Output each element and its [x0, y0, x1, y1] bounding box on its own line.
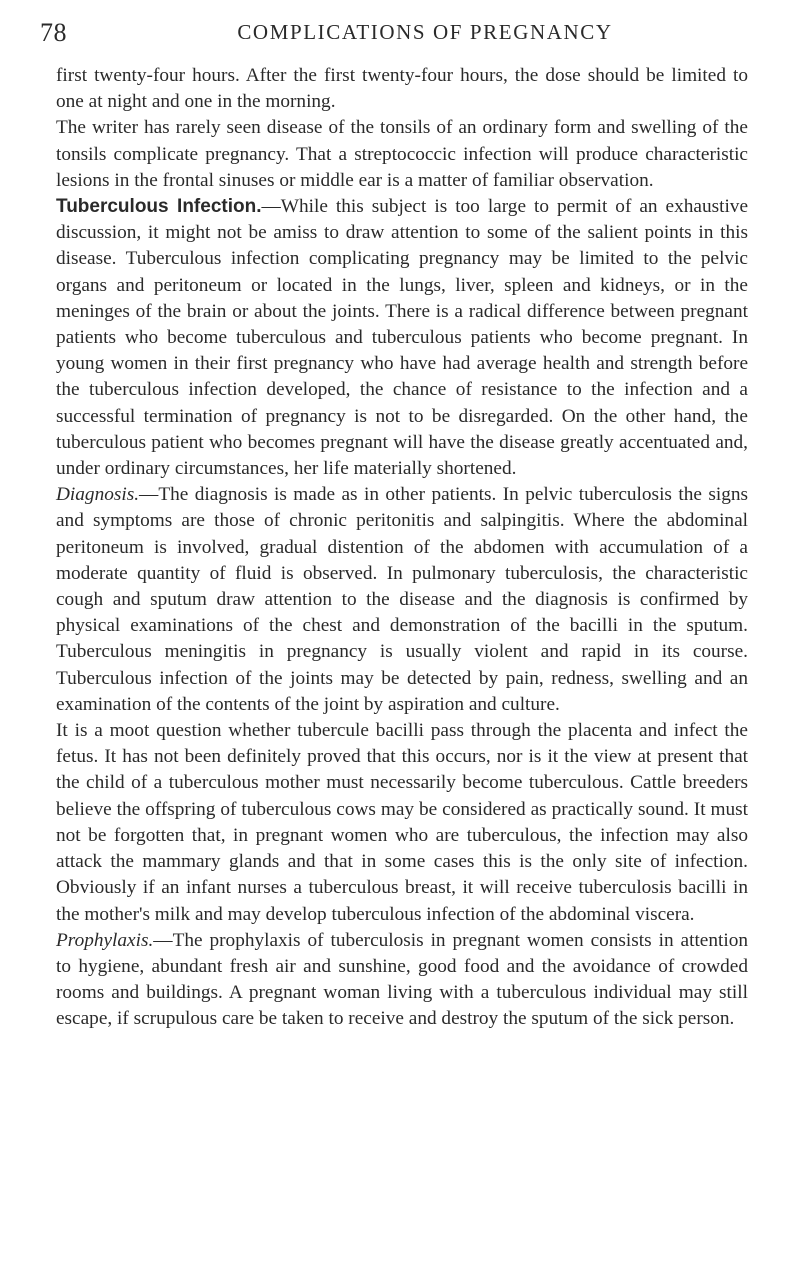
page-number: 78 — [40, 18, 67, 47]
subsection-heading-diagnosis: Diagnosis. — [56, 484, 140, 506]
paragraph-diagnosis — [56, 482, 748, 718]
running-title: COMPLICATIONS OF PREGNANCY — [237, 20, 613, 44]
paragraph-text: It is a moot question whether tubercule bacilli pass through the placenta and infect the fetus. It has not been definitely proved that this occurs, nor is it the view at present that the child of a tuberculous mother must necessarily become tuberculous. Cattle breeders believe the offspring of tuberculous cows may be considered as practically sound. It must not be forgotten that, in pregnant women who are tuberculous, the infection may also attack the mammary glands and that in some cases this is the only site of infection. Obviously if an infant nurses a tuberculous breast, it will receive tuberculosis bacilli in the mother's milk and may develop tuberculous infection of the abdominal viscera. — [56, 720, 748, 925]
paragraph-tuberculous-infection — [56, 194, 748, 482]
section-heading-tuberculous-infection: Tuberculous Infection. — [56, 196, 262, 218]
paragraph-text: first twenty-four hours. After the first twenty-four hours, the dose should be limited to one at night and one in the morning. — [56, 65, 748, 113]
paragraph-placenta — [56, 718, 748, 928]
running-header — [40, 18, 780, 48]
paragraph-text: The writer has rarely seen disease of the tonsils of an ordinary form and swelling of the tonsils complicate pregnancy. That a streptococcic infection will produce characteristic lesions in the frontal sinuses or middle ear is a matter of familiar observation. — [56, 117, 748, 191]
paragraph-tonsils — [56, 115, 748, 194]
paragraph-text: —While this subject is too large to permit of an exhaustive discussion, it might not be amiss to draw attention to some of the salient points in this disease. Tuberculous infection complicating pregnancy may be limited to the pelvic organs and peritoneum or located in the lungs, liver, spleen and kidneys, or in the meninges of the brain or about the joints. There is a radical difference between pregnant patients who become tuberculous and tuberculous patients who become pregnant. In young women in their first pregnancy who have had average health and strength before the tuberculous infection developed, the chance of resistance to the infection and a successful termination of pregnancy is not to be disregarded. On the other hand, the tuberculous patient who becomes pregnant will have the disease greatly accentuated and, under ordinary circumstances, her life materially shortened. — [56, 196, 748, 480]
paragraph-dose — [56, 63, 748, 115]
paragraph-prophylaxis — [56, 928, 748, 1033]
body-text — [56, 63, 748, 1033]
subsection-heading-prophylaxis: Prophylaxis. — [56, 929, 154, 951]
paragraph-text: —The diagnosis is made as in other patients. In pelvic tuberculosis the signs and symptoms are those of chronic peritonitis and salpingitis. Where the abdominal peritoneum is involved, gradual distention of the abdomen with accumulation of a moderate quantity of fluid is observed. In pulmonary tuberculosis, the characteristic cough and sputum draw attention to the disease and the diagnosis is confirmed by physical examinations of the chest and demonstration of the bacilli in the sputum. Tuberculous meningitis in pregnancy is usually violent and rapid in its course. Tuberculous infection of the joints may be detected by pain, redness, swelling and an examination of the contents of the joint by aspiration and culture. — [56, 484, 748, 715]
paragraph-text: —The prophylaxis of tuberculosis in pregnant women consists in attention to hygiene, abundant fresh air and sunshine, good food and the avoidance of crowded rooms and buildings. A pregnant woman living with a tuberculous individual may still escape, if scrupulous care be taken to receive and destroy the sputum of the sick person. — [56, 929, 748, 1030]
